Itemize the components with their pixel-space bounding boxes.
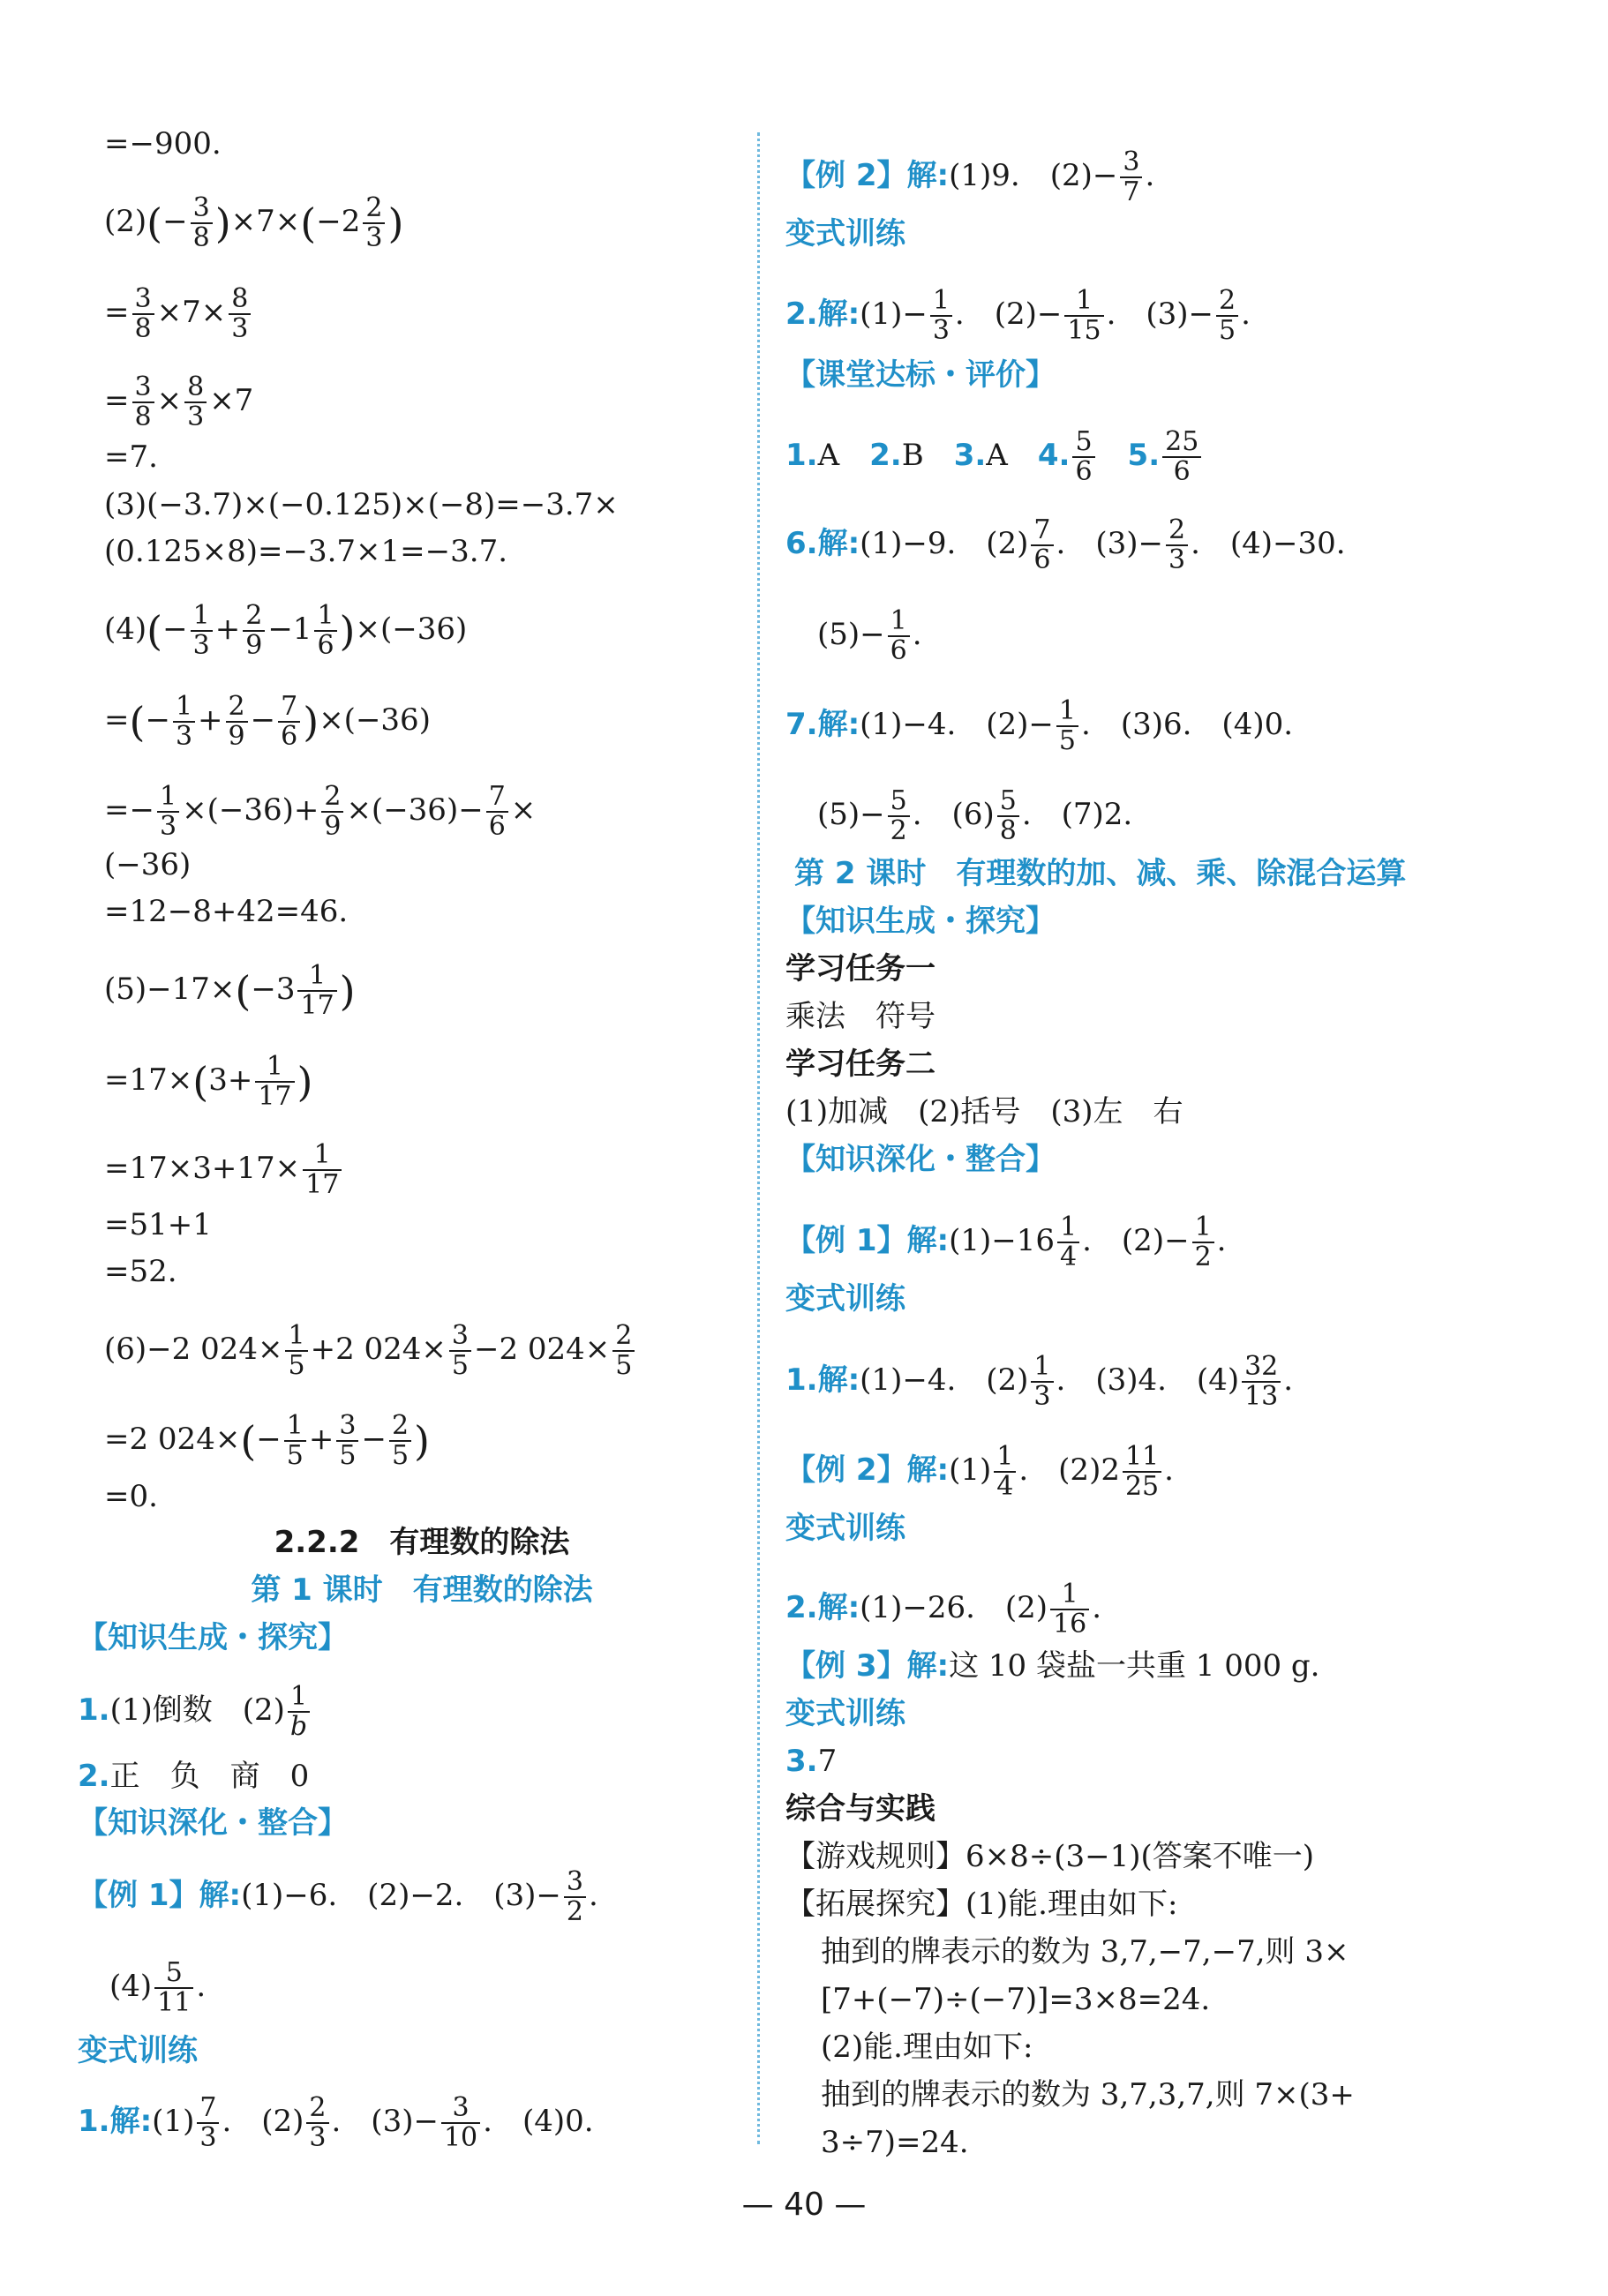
step-line: =17×3+17× $\frac{1}{17}$ [104,1141,344,1199]
section-title: 2.2.2 有理数的除法 [274,1525,570,1560]
step-line: (−36) [104,847,192,882]
step-line: =51+1 [104,1207,212,1242]
heading-explore-2: 【知识生成・探究】 [785,904,1056,939]
eval-7: 7.解:(1)−4. (2)− $\frac{1}{5}$ . (3)6. (4)0. [785,695,1294,756]
question-2: 2.正 负 商 0 [78,1759,310,1794]
heading-variant: 变式训练 [785,1511,905,1546]
eval-6: 6.解:(1)−9. (2) $\frac{7}{6}$ . (3)− $\frac{2}{3}$ . (4)−30. [785,514,1346,575]
step-line: =52. [104,1254,177,1289]
heading-integrate: 【知识深化・整合】 [78,1805,348,1841]
step-line: =−900. [104,126,222,161]
task-1-answer: 乘法 符号 [785,999,935,1034]
game-rule: 【游戏规则】6×8÷(3−1)(答案不唯一) [785,1839,1315,1874]
heading-variant: 变式训练 [785,1281,905,1317]
problem-5: (5)−17×(−3 $\frac{1}{17}$ ) [104,960,356,1021]
task-2-answer: (1)加减 (2)括号 (3)左 右 [785,1094,1183,1129]
problem-2: (2)(− $\frac{3}{8}$ )×7×(−2 $\frac{2}{3}$ ) [104,192,404,253]
expand-line: 抽到的牌表示的数为 3,7,−7,−7,则 3× [821,1934,1349,1970]
heading-eval: 【课堂达标・评价】 [785,357,1056,393]
heading-variant: 变式训练 [78,2033,198,2068]
eval-6-part5: (5)− $\frac{1}{6}$ . [817,605,922,666]
step-line: =17×(3+ $\frac{1}{17}$ ) [104,1051,313,1112]
question-3: 3.7 [785,1744,838,1779]
step-line: = $\frac{3}{8}$ ×7× $\frac{8}{3}$ [104,285,253,343]
problem-4: (4)(− $\frac{1}{3}$ + $\frac{2}{9}$ −1 $\frac{1}{6}$ )×(−36) [104,600,468,661]
expand-line: (2)能.理由如下: [821,2030,1033,2065]
eval-answers: 1.A 2.B 3.A 4. $\frac{5}{6}$ 5. $\frac{25}{6}$ [785,428,1204,486]
example-1-part4: (4) $\frac{5}{11}$ . [109,1957,207,2018]
example-2: 【例 2】解:(1)9. (2)− $\frac{3}{7}$ . [785,146,1155,207]
expand-line: [7+(−7)÷(−7)]=3×8=24. [821,1982,1211,2017]
step-line: =− $\frac{1}{3}$ ×(−36)+ $\frac{2}{9}$ ×(−36)− $\frac{7}{6}$ × [104,781,537,842]
problem-6: (6)−2 024× $\frac{1}{5}$ +2 024× $\frac{3}{5}$ −2 024× $\frac{2}{5}$ [104,1322,637,1380]
heading-explore: 【知识生成・探究】 [78,1620,348,1655]
step-line: =12−8+42=46. [104,894,349,929]
step-line: =(− $\frac{1}{3}$ + $\frac{2}{9}$ − $\frac{7}{6}$ )×(−36) [104,691,431,752]
column-divider [757,132,760,2144]
lesson-2-title: 第 2 课时 有理数的加、减、乘、除混合运算 [794,856,1407,891]
example-2b: 【例 2】解:(1) $\frac{1}{4}$ . (2)2 $\frac{11}{25}$ . [785,1441,1174,1502]
step-line: =2 024×(− $\frac{1}{5}$ + $\frac{3}{5}$ − $\frac{2}{5}$ ) [104,1410,430,1471]
eval-7-cont: (5)− $\frac{5}{2}$ . (6) $\frac{5}{8}$ . (7)2. [817,785,1133,846]
variant-2: 2.解:(1)− $\frac{1}{3}$ . (2)− $\frac{1}{15}$ . (3)− $\frac{2}{5}$ . [785,285,1251,346]
task-1-title: 学习任务一 [785,951,935,987]
variant-2b: 2.解:(1)−26. (2) $\frac{1}{16}$ . [785,1579,1102,1639]
expand-line: 3÷7)=24. [821,2125,969,2160]
task-2-title: 学习任务二 [785,1047,935,1082]
variant-1: 1.解:(1) $\frac{7}{3}$ . (2) $\frac{2}{3}$ . (3)− $\frac{3}{10}$ . (4)0. [78,2092,594,2153]
example-3: 【例 3】解:这 10 袋盐一共重 1 000 g. [785,1648,1320,1684]
step-line: (0.125×8)=−3.7×1=−3.7. [104,534,508,569]
step-line: =0. [104,1479,158,1514]
problem-3: (3)(−3.7)×(−0.125)×(−8)=−3.7× [104,487,619,522]
variant-1b: 1.解:(1)−4. (2) $\frac{1}{3}$ . (3)4. (4) $\frac{32}{13}$ . [785,1351,1294,1412]
expand-title: 【拓展探究】(1)能.理由如下: [785,1887,1178,1922]
step-line: =7. [104,439,158,475]
lesson-title: 第 1 课时 有理数的除法 [251,1572,593,1608]
step-line: = $\frac{3}{8}$ × $\frac{8}{3}$ ×7 [104,371,254,432]
practice-title: 综合与实践 [785,1791,935,1827]
question-1: 1.(1)倒数 (2) $\frac{1}{b}$ [78,1683,312,1741]
heading-variant: 变式训练 [785,1696,905,1731]
example-1b: 【例 1】解:(1)−16 $\frac{1}{4}$ . (2)− $\frac{1}{2}$ . [785,1212,1227,1272]
heading-integrate-2: 【知识深化・整合】 [785,1142,1056,1177]
expand-line: 抽到的牌表示的数为 3,7,3,7,则 7×(3+ [821,2077,1355,2112]
heading-variant: 变式训练 [785,216,905,251]
example-1: 【例 1】解:(1)−6. (2)−2. (3)− $\frac{3}{2}$ . [78,1866,598,1927]
page-number: — 40 — [741,2187,867,2223]
